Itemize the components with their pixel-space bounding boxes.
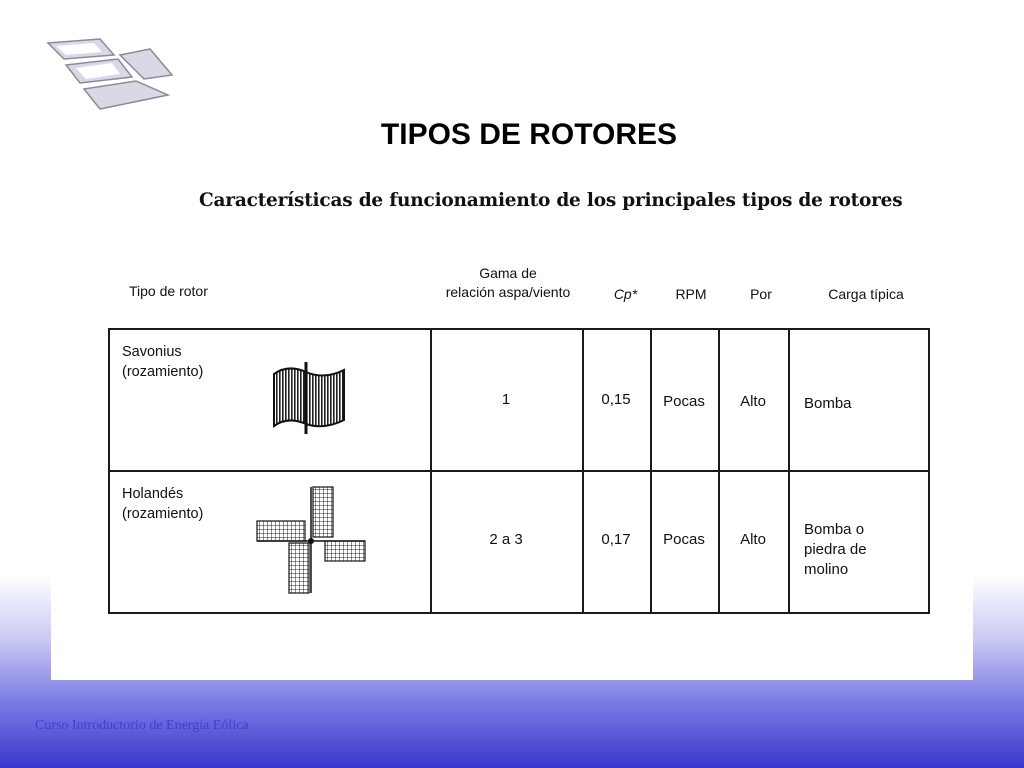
row2-por: Alto — [740, 531, 766, 548]
table-caption: Características de funcionamiento de los principales tipos de rotores — [199, 190, 903, 211]
header-cp: Cp* — [613, 286, 638, 302]
header-tipo-de-rotor: Tipo de rotor — [129, 283, 208, 299]
header-por: Por — [750, 286, 772, 302]
row2-carga: Bomba o piedra de molino — [804, 521, 867, 578]
header-rpm: RPM — [675, 286, 707, 302]
row1-carga: Bomba — [804, 395, 852, 412]
row1-name: Savonius (rozamiento) — [122, 344, 204, 380]
row1-rpm: Pocas — [663, 393, 705, 410]
dutch-windmill-icon — [255, 485, 367, 595]
course-logo-icon — [40, 35, 180, 115]
row1-gama: 1 — [501, 391, 511, 408]
rotor-table — [108, 328, 930, 614]
header-carga: Carga típica — [828, 286, 904, 302]
header-gama-line1: Gama de — [479, 265, 537, 281]
header-gama-line2: relación aspa/viento — [445, 284, 571, 300]
row2-rpm: Pocas — [663, 531, 705, 548]
row1-por: Alto — [740, 393, 766, 410]
slide-title: TIPOS DE ROTORES — [380, 118, 678, 151]
scanned-table-image — [51, 178, 973, 680]
row2-cp: 0,17 — [601, 531, 631, 548]
row2-name: Holandés (rozamiento) — [122, 486, 204, 522]
row2-gama: 2 a 3 — [489, 531, 523, 548]
footer-course-name: Curso Introductorio de Energía Eólica — [35, 718, 249, 733]
row1-cp: 0,15 — [601, 391, 631, 408]
savonius-rotor-icon — [270, 360, 350, 436]
header-gama — [423, 264, 593, 302]
